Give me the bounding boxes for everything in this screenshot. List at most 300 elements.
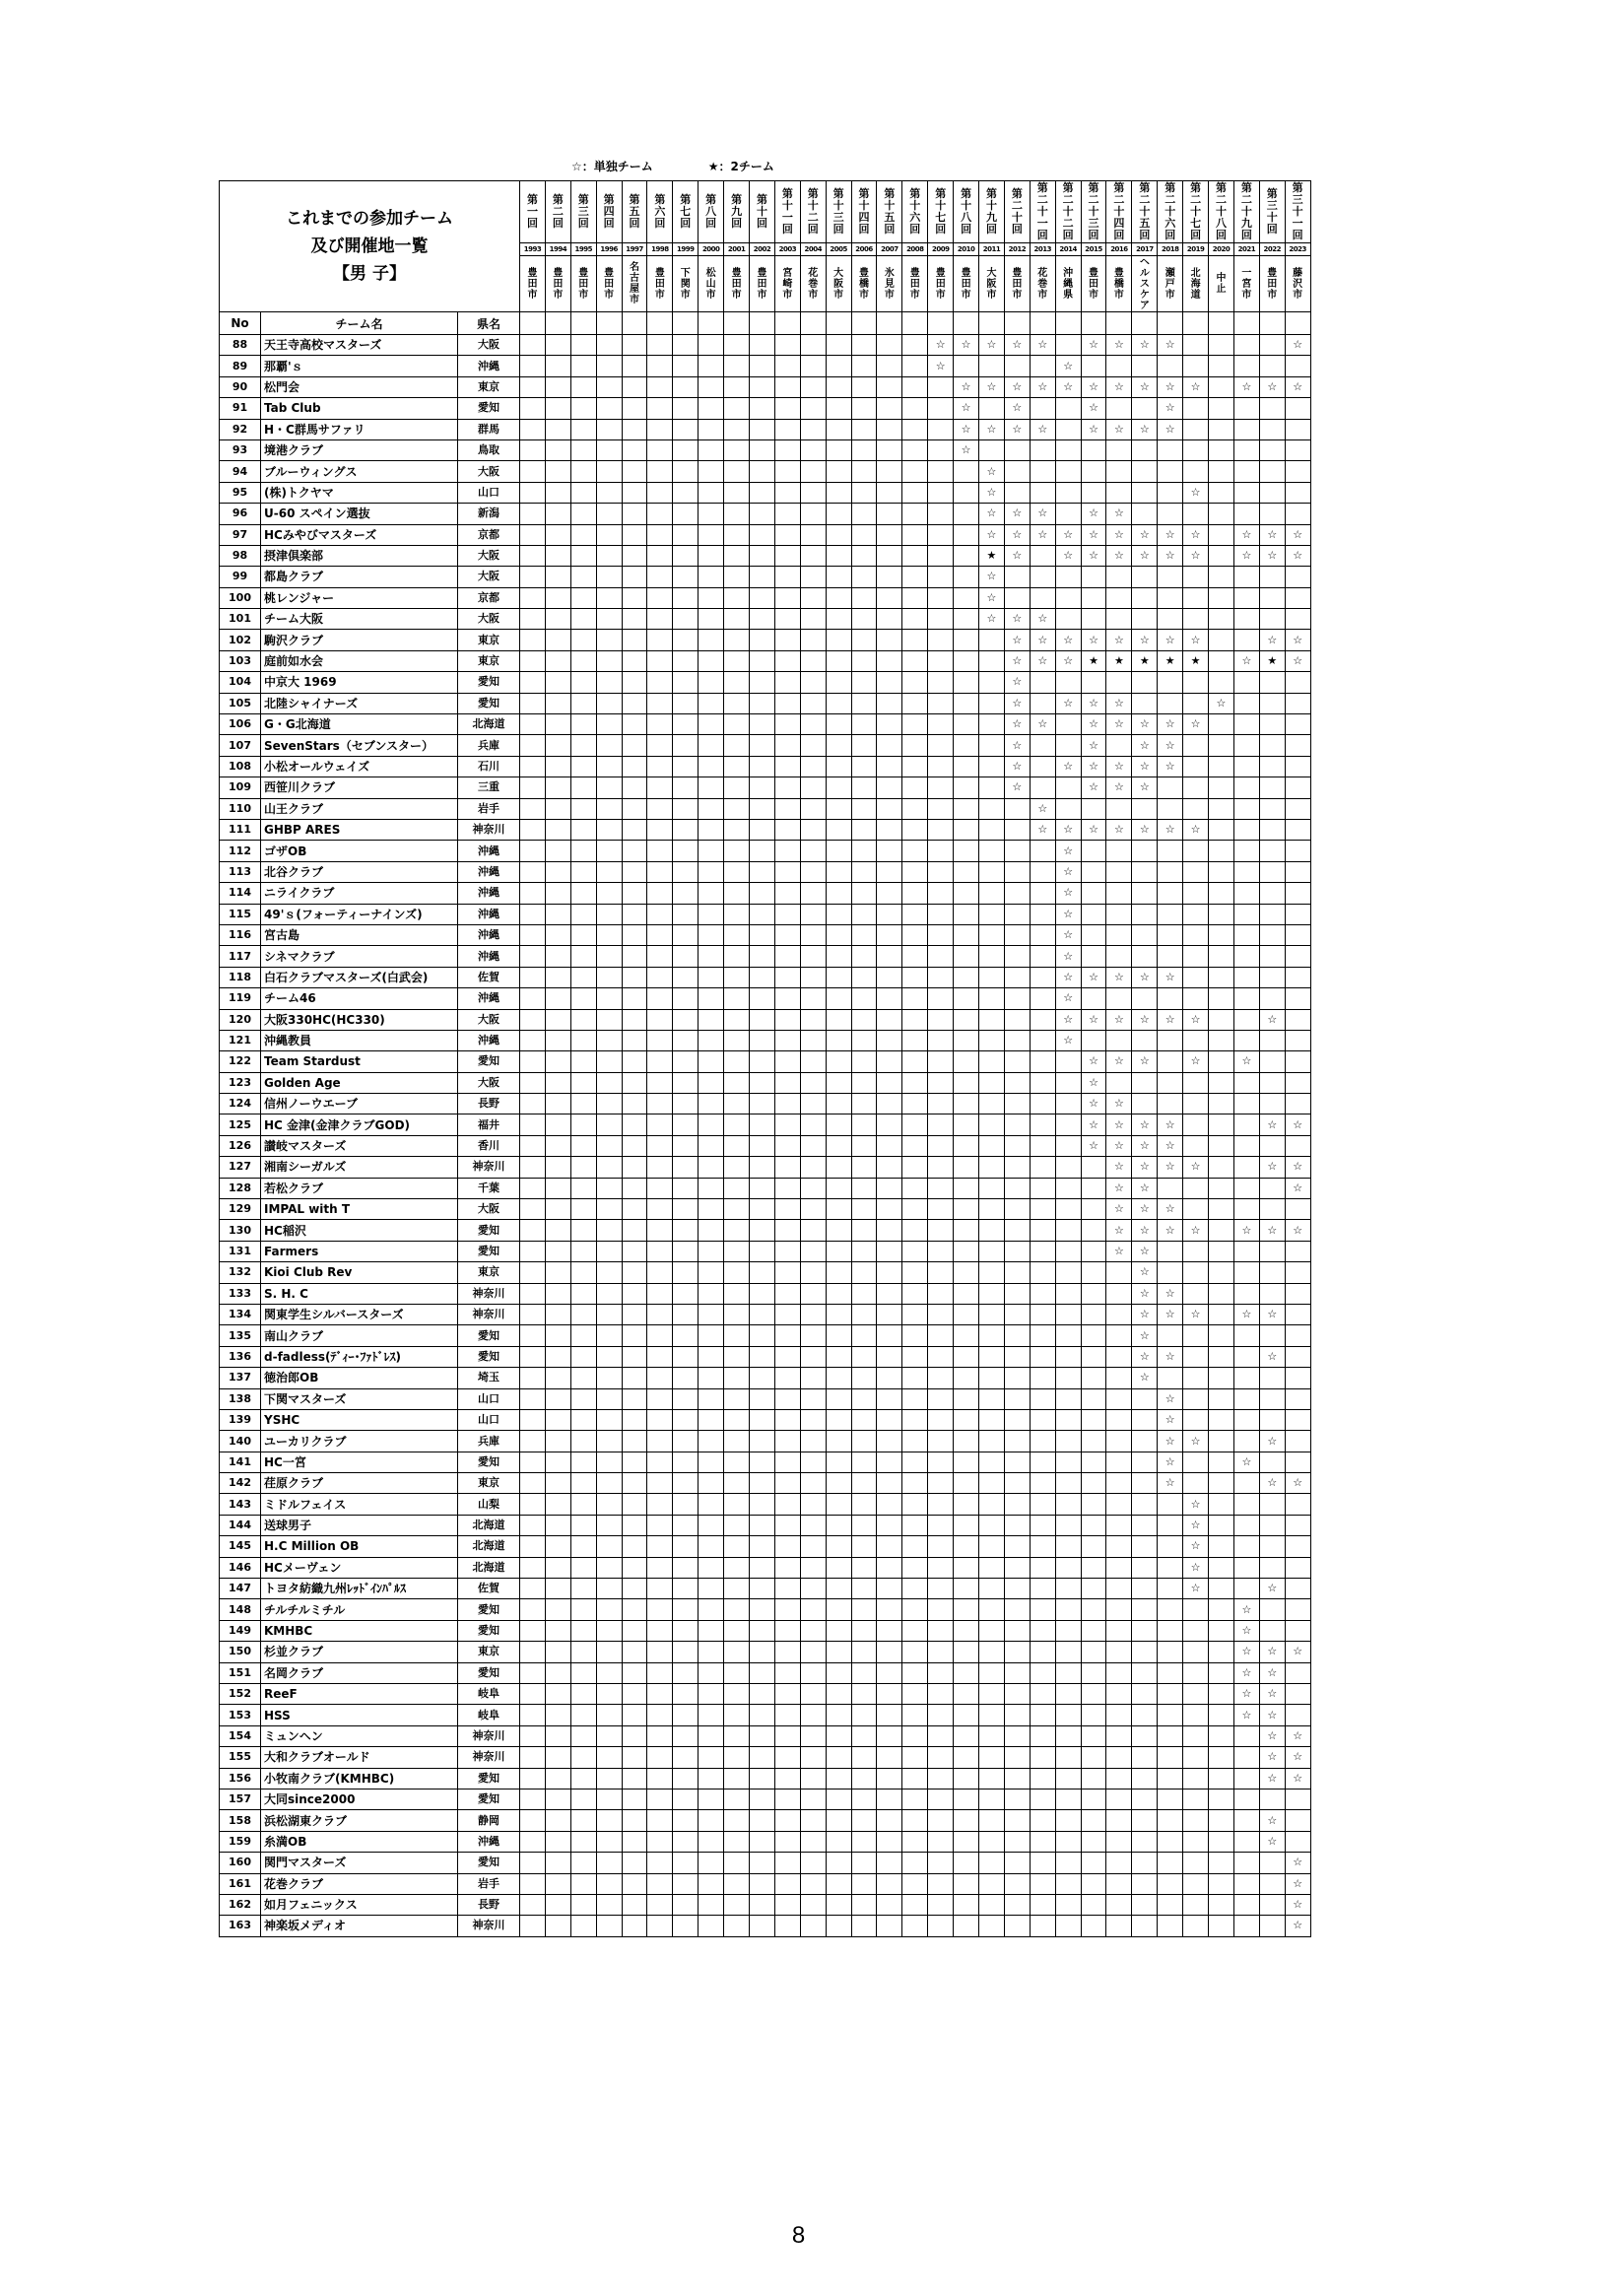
participation-cell (1285, 1515, 1310, 1535)
participation-cell (1106, 1747, 1132, 1768)
participation-cell (596, 777, 622, 798)
row-team-name: Tab Club (261, 398, 458, 419)
participation-cell (851, 1810, 877, 1831)
participation-cell (545, 1579, 570, 1599)
participation-cell (1081, 1368, 1106, 1388)
participation-cell (800, 1831, 826, 1852)
participation-cell (1106, 356, 1132, 376)
participation-cell (774, 1220, 800, 1241)
participation-cell (902, 439, 928, 460)
participation-cell (1183, 1135, 1209, 1156)
participation-cell (699, 861, 724, 882)
participation-cell (520, 1494, 546, 1515)
participation-cell (1285, 1262, 1310, 1283)
participation-cell (1233, 714, 1259, 735)
participation-cell (1081, 1262, 1106, 1283)
participation-cell (622, 1452, 647, 1472)
participation-cell (774, 1409, 800, 1430)
participation-cell (570, 376, 596, 397)
participation-cell (954, 1030, 979, 1050)
row-prefecture: 佐賀 (458, 1579, 520, 1599)
participation-cell (750, 735, 775, 756)
participation-cell (902, 1684, 928, 1705)
participation-cell (750, 356, 775, 376)
table-row (220, 1368, 1311, 1388)
participation-cell (724, 967, 750, 987)
participation-cell (851, 1557, 877, 1578)
participation-cell (1158, 1557, 1183, 1578)
participation-cell (622, 1346, 647, 1367)
participation-cell (1183, 1094, 1209, 1114)
participation-cell (1233, 798, 1259, 819)
participation-cell (1259, 924, 1285, 945)
participation-cell (520, 1135, 546, 1156)
participation-cell (1158, 946, 1183, 967)
participation-cell (800, 1262, 826, 1283)
participation-cell (545, 841, 570, 861)
participation-cell (622, 1725, 647, 1746)
participation-cell (1081, 1325, 1106, 1346)
participation-cell: ☆ (1055, 946, 1081, 967)
table-row (220, 376, 1311, 397)
participation-cell (1259, 777, 1285, 798)
participation-cell (622, 1536, 647, 1557)
participation-cell (647, 1642, 673, 1662)
participation-cell (750, 1388, 775, 1409)
row-team-name: チーム大阪 (261, 609, 458, 630)
participation-cell (954, 883, 979, 904)
participation-cell (570, 356, 596, 376)
edition-ordinal: 第 二 回 (545, 181, 570, 243)
participation-cell (954, 587, 979, 608)
participation-cell (1055, 1536, 1081, 1557)
participation-cell (520, 1725, 546, 1746)
participation-cell (826, 819, 851, 840)
table-row (220, 1199, 1311, 1220)
participation-cell (699, 798, 724, 819)
participation-cell: ☆ (1106, 545, 1132, 566)
participation-cell (596, 376, 622, 397)
participation-cell (673, 1662, 699, 1683)
row-team-name: 荏原クラブ (261, 1473, 458, 1494)
participation-cell (954, 1346, 979, 1367)
participation-cell (1081, 567, 1106, 587)
row-no: 123 (220, 1072, 261, 1093)
participation-cell (1158, 609, 1183, 630)
participation-cell (928, 1452, 954, 1472)
edition-city: 豊 田 市 (545, 256, 570, 312)
participation-cell (699, 1831, 724, 1852)
participation-cell (1055, 1810, 1081, 1831)
participation-cell (826, 1789, 851, 1809)
participation-cell (750, 1916, 775, 1936)
edition-ordinal: 第 二 十 八 回 (1209, 181, 1234, 243)
participation-cell (699, 1853, 724, 1873)
participation-cell (724, 1157, 750, 1178)
participation-cell (954, 1431, 979, 1452)
participation-cell (520, 841, 546, 861)
participation-cell (1106, 883, 1132, 904)
participation-cell (877, 1178, 902, 1198)
participation-cell (750, 1009, 775, 1030)
participation-cell (1259, 482, 1285, 503)
participation-cell (1285, 1072, 1310, 1093)
participation-cell: ☆ (1183, 545, 1209, 566)
participation-cell (520, 1810, 546, 1831)
participation-cell (1209, 1725, 1234, 1746)
participation-cell (1004, 1262, 1030, 1283)
row-no: 94 (220, 461, 261, 482)
participation-cell (1106, 587, 1132, 608)
row-prefecture: 岩手 (458, 798, 520, 819)
participation-cell (954, 904, 979, 924)
participation-cell (851, 1220, 877, 1241)
participation-cell (877, 1135, 902, 1156)
participation-cell (1004, 356, 1030, 376)
participation-cell (877, 504, 902, 524)
participation-cell (520, 924, 546, 945)
participation-cell: ☆ (1233, 1599, 1259, 1620)
participation-cell (750, 567, 775, 587)
participation-cell (1132, 1747, 1158, 1768)
row-prefecture: 愛知 (458, 1853, 520, 1873)
row-team-name: チーム46 (261, 988, 458, 1009)
participation-cell (774, 841, 800, 861)
row-prefecture: 愛知 (458, 1620, 520, 1641)
participation-cell (520, 1304, 546, 1324)
participation-cell (1183, 693, 1209, 713)
participation-cell (647, 1684, 673, 1705)
row-no: 121 (220, 1030, 261, 1050)
participation-cell (520, 1789, 546, 1809)
participation-cell (1233, 1725, 1259, 1746)
participation-cell (596, 1325, 622, 1346)
participation-cell (647, 1051, 673, 1072)
participation-cell (724, 630, 750, 650)
participation-cell (622, 1030, 647, 1050)
participation-cell (750, 1599, 775, 1620)
participation-cell (1030, 1579, 1055, 1599)
row-team-name: 下関マスターズ (261, 1388, 458, 1409)
participation-cell (1106, 1557, 1132, 1578)
participation-cell (877, 1452, 902, 1472)
participation-cell (877, 1599, 902, 1620)
participation-cell (800, 335, 826, 356)
participation-cell (1183, 419, 1209, 439)
participation-cell (877, 1579, 902, 1599)
participation-cell (851, 650, 877, 671)
participation-cell: ★ (1158, 650, 1183, 671)
participation-cell (750, 650, 775, 671)
participation-cell (724, 1473, 750, 1494)
participation-cell (673, 1094, 699, 1114)
participation-cell (545, 1768, 570, 1789)
participation-cell (570, 1283, 596, 1304)
participation-cell (673, 1388, 699, 1409)
participation-cell: ☆ (1158, 398, 1183, 419)
participation-cell (851, 1725, 877, 1746)
participation-cell (622, 376, 647, 397)
participation-cell (877, 1346, 902, 1367)
participation-cell (826, 1094, 851, 1114)
participation-cell (1030, 1283, 1055, 1304)
participation-cell (826, 335, 851, 356)
participation-cell (1106, 1810, 1132, 1831)
participation-cell (877, 988, 902, 1009)
edition-ordinal: 第 二 十 四 回 (1106, 181, 1132, 243)
participation-cell (570, 587, 596, 608)
row-prefecture: 東京 (458, 1262, 520, 1283)
participation-cell (774, 1009, 800, 1030)
participation-cell (1055, 567, 1081, 587)
participation-cell (774, 819, 800, 840)
participation-cell (1209, 1241, 1234, 1261)
participation-cell (928, 398, 954, 419)
participation-cell (902, 1599, 928, 1620)
participation-cell (545, 967, 570, 987)
participation-cell (1183, 1241, 1209, 1261)
row-prefecture: 福井 (458, 1114, 520, 1135)
participation-cell (699, 1473, 724, 1494)
participation-cell (1183, 1283, 1209, 1304)
participation-cell (622, 356, 647, 376)
participation-cell (1259, 988, 1285, 1009)
participation-cell (750, 398, 775, 419)
participation-cell (622, 545, 647, 566)
participation-cell (800, 1051, 826, 1072)
participation-cell: ☆ (1132, 1114, 1158, 1135)
participation-cell (902, 1220, 928, 1241)
participation-cell (545, 504, 570, 524)
table-row (220, 1768, 1311, 1789)
participation-cell (724, 1894, 750, 1915)
row-prefecture: 愛知 (458, 1789, 520, 1809)
participation-cell (1055, 1220, 1081, 1241)
participation-cell (1209, 545, 1234, 566)
participation-cell (1132, 1831, 1158, 1852)
participation-cell (774, 419, 800, 439)
participation-cell (545, 1304, 570, 1324)
edition-ordinal: 第 十 一 回 (774, 181, 800, 243)
participation-cell (750, 1662, 775, 1683)
participation-cell (877, 1494, 902, 1515)
participation-cell: ☆ (1004, 714, 1030, 735)
participation-cell (902, 650, 928, 671)
participation-cell (877, 567, 902, 587)
participation-cell (1233, 1494, 1259, 1515)
participation-cell (1030, 1789, 1055, 1809)
participation-cell: ☆ (1081, 1051, 1106, 1072)
participation-cell (800, 1684, 826, 1705)
participation-cell (954, 356, 979, 376)
participation-cell (1259, 1135, 1285, 1156)
participation-cell (673, 756, 699, 777)
participation-cell (699, 1789, 724, 1809)
row-no: 103 (220, 650, 261, 671)
participation-cell (1285, 1810, 1310, 1831)
table-row (220, 461, 1311, 482)
participation-cell (673, 1747, 699, 1768)
participation-cell (1055, 419, 1081, 439)
participation-cell (545, 524, 570, 545)
participation-cell (928, 1135, 954, 1156)
edition-ordinal: 第 二 十 七 回 (1183, 181, 1209, 243)
edition-year: 2020 (1209, 243, 1234, 256)
participation-cell (1030, 693, 1055, 713)
participation-cell (1132, 1494, 1158, 1515)
participation-cell (800, 735, 826, 756)
participation-cell (826, 1220, 851, 1241)
participation-cell (774, 398, 800, 419)
edition-ordinal: 第 二 十 回 (1004, 181, 1030, 243)
participation-cell (1233, 567, 1259, 587)
table-row (220, 756, 1311, 777)
participation-cell (673, 419, 699, 439)
participation-cell: ☆ (1285, 1894, 1310, 1915)
participation-cell (622, 1662, 647, 1683)
participation-cell (1259, 356, 1285, 376)
table-row (220, 1873, 1311, 1894)
participation-cell (800, 1810, 826, 1831)
row-no: 132 (220, 1262, 261, 1283)
participation-cell (520, 630, 546, 650)
participation-cell: ☆ (1132, 1368, 1158, 1388)
participation-cell (800, 524, 826, 545)
participation-cell (774, 1810, 800, 1831)
row-prefecture: 神奈川 (458, 1916, 520, 1936)
participation-cell (1081, 482, 1106, 503)
participation-cell (1030, 1157, 1055, 1178)
participation-cell (622, 841, 647, 861)
header-team: チーム名 (261, 312, 458, 335)
participation-cell (1132, 461, 1158, 482)
row-team-name: ミュンヘン (261, 1725, 458, 1746)
table-row (220, 1789, 1311, 1809)
participation-cell (596, 1094, 622, 1114)
header-blank (1055, 312, 1081, 335)
participation-cell (1233, 693, 1259, 713)
participation-cell (1259, 461, 1285, 482)
participation-cell (1030, 356, 1055, 376)
participation-cell (1183, 398, 1209, 419)
participation-cell (750, 988, 775, 1009)
participation-cell (902, 504, 928, 524)
participation-cell (596, 1178, 622, 1198)
participation-cell (877, 1094, 902, 1114)
row-no: 108 (220, 756, 261, 777)
edition-ordinal: 第 六 回 (647, 181, 673, 243)
row-no: 110 (220, 798, 261, 819)
participation-cell: ☆ (1285, 1853, 1310, 1873)
participation-cell (545, 1178, 570, 1198)
participation-cell (1004, 1178, 1030, 1198)
row-prefecture: 沖縄 (458, 1831, 520, 1852)
edition-year: 2022 (1259, 243, 1285, 256)
participation-cell (520, 798, 546, 819)
participation-cell (1030, 1873, 1055, 1894)
participation-cell: ☆ (1158, 1199, 1183, 1220)
participation-cell (622, 1684, 647, 1705)
participation-cell (1055, 1199, 1081, 1220)
participation-cell (928, 988, 954, 1009)
participation-cell (851, 1642, 877, 1662)
participation-cell: ☆ (1055, 819, 1081, 840)
row-no: 163 (220, 1916, 261, 1936)
participation-cell (902, 1157, 928, 1178)
participation-cell (596, 1831, 622, 1852)
participation-cell (647, 1262, 673, 1283)
participation-cell (1132, 587, 1158, 608)
participation-cell (902, 1030, 928, 1050)
row-no: 128 (220, 1178, 261, 1198)
edition-ordinal: 第 十 五 回 (877, 181, 902, 243)
participation-cell (1259, 798, 1285, 819)
row-team-name: 讃岐マスターズ (261, 1135, 458, 1156)
table-row (220, 1241, 1311, 1261)
participation-cell (647, 1114, 673, 1135)
participation-cell (902, 861, 928, 882)
participation-cell (1233, 1515, 1259, 1535)
participation-cell (1106, 1072, 1132, 1093)
participation-cell (1183, 504, 1209, 524)
participation-cell (1081, 1684, 1106, 1705)
participation-cell (647, 1388, 673, 1409)
participation-cell (1209, 841, 1234, 861)
edition-year: 2001 (724, 243, 750, 256)
participation-cell (673, 545, 699, 566)
participation-cell (1183, 883, 1209, 904)
participation-table (219, 180, 1311, 1937)
participation-cell (826, 1831, 851, 1852)
participation-cell (1183, 756, 1209, 777)
participation-cell (1259, 1262, 1285, 1283)
row-no: 91 (220, 398, 261, 419)
participation-cell (622, 756, 647, 777)
participation-cell: ☆ (1030, 650, 1055, 671)
participation-cell (1081, 1768, 1106, 1789)
participation-cell (622, 1789, 647, 1809)
participation-cell (699, 609, 724, 630)
participation-cell (954, 924, 979, 945)
edition-year: 2004 (800, 243, 826, 256)
participation-cell (1233, 1114, 1259, 1135)
row-no: 155 (220, 1747, 261, 1768)
table-row (220, 356, 1311, 376)
participation-cell (1233, 672, 1259, 693)
participation-cell (570, 1536, 596, 1557)
participation-cell (1081, 1725, 1106, 1746)
participation-cell (1285, 924, 1310, 945)
participation-cell (826, 967, 851, 987)
participation-cell (1106, 609, 1132, 630)
participation-cell (877, 967, 902, 987)
participation-cell (954, 1768, 979, 1789)
participation-cell (1081, 1747, 1106, 1768)
participation-cell (1209, 1747, 1234, 1768)
participation-cell (1183, 1388, 1209, 1409)
participation-cell: ☆ (1285, 1642, 1310, 1662)
participation-cell (1055, 587, 1081, 608)
table-row (220, 883, 1311, 904)
participation-cell (800, 1199, 826, 1220)
edition-year: 1995 (570, 243, 596, 256)
table-row (220, 1853, 1311, 1873)
participation-cell: ☆ (1081, 1094, 1106, 1114)
participation-cell (877, 1409, 902, 1430)
participation-cell (1081, 1515, 1106, 1535)
participation-cell (826, 988, 851, 1009)
participation-cell (954, 1579, 979, 1599)
